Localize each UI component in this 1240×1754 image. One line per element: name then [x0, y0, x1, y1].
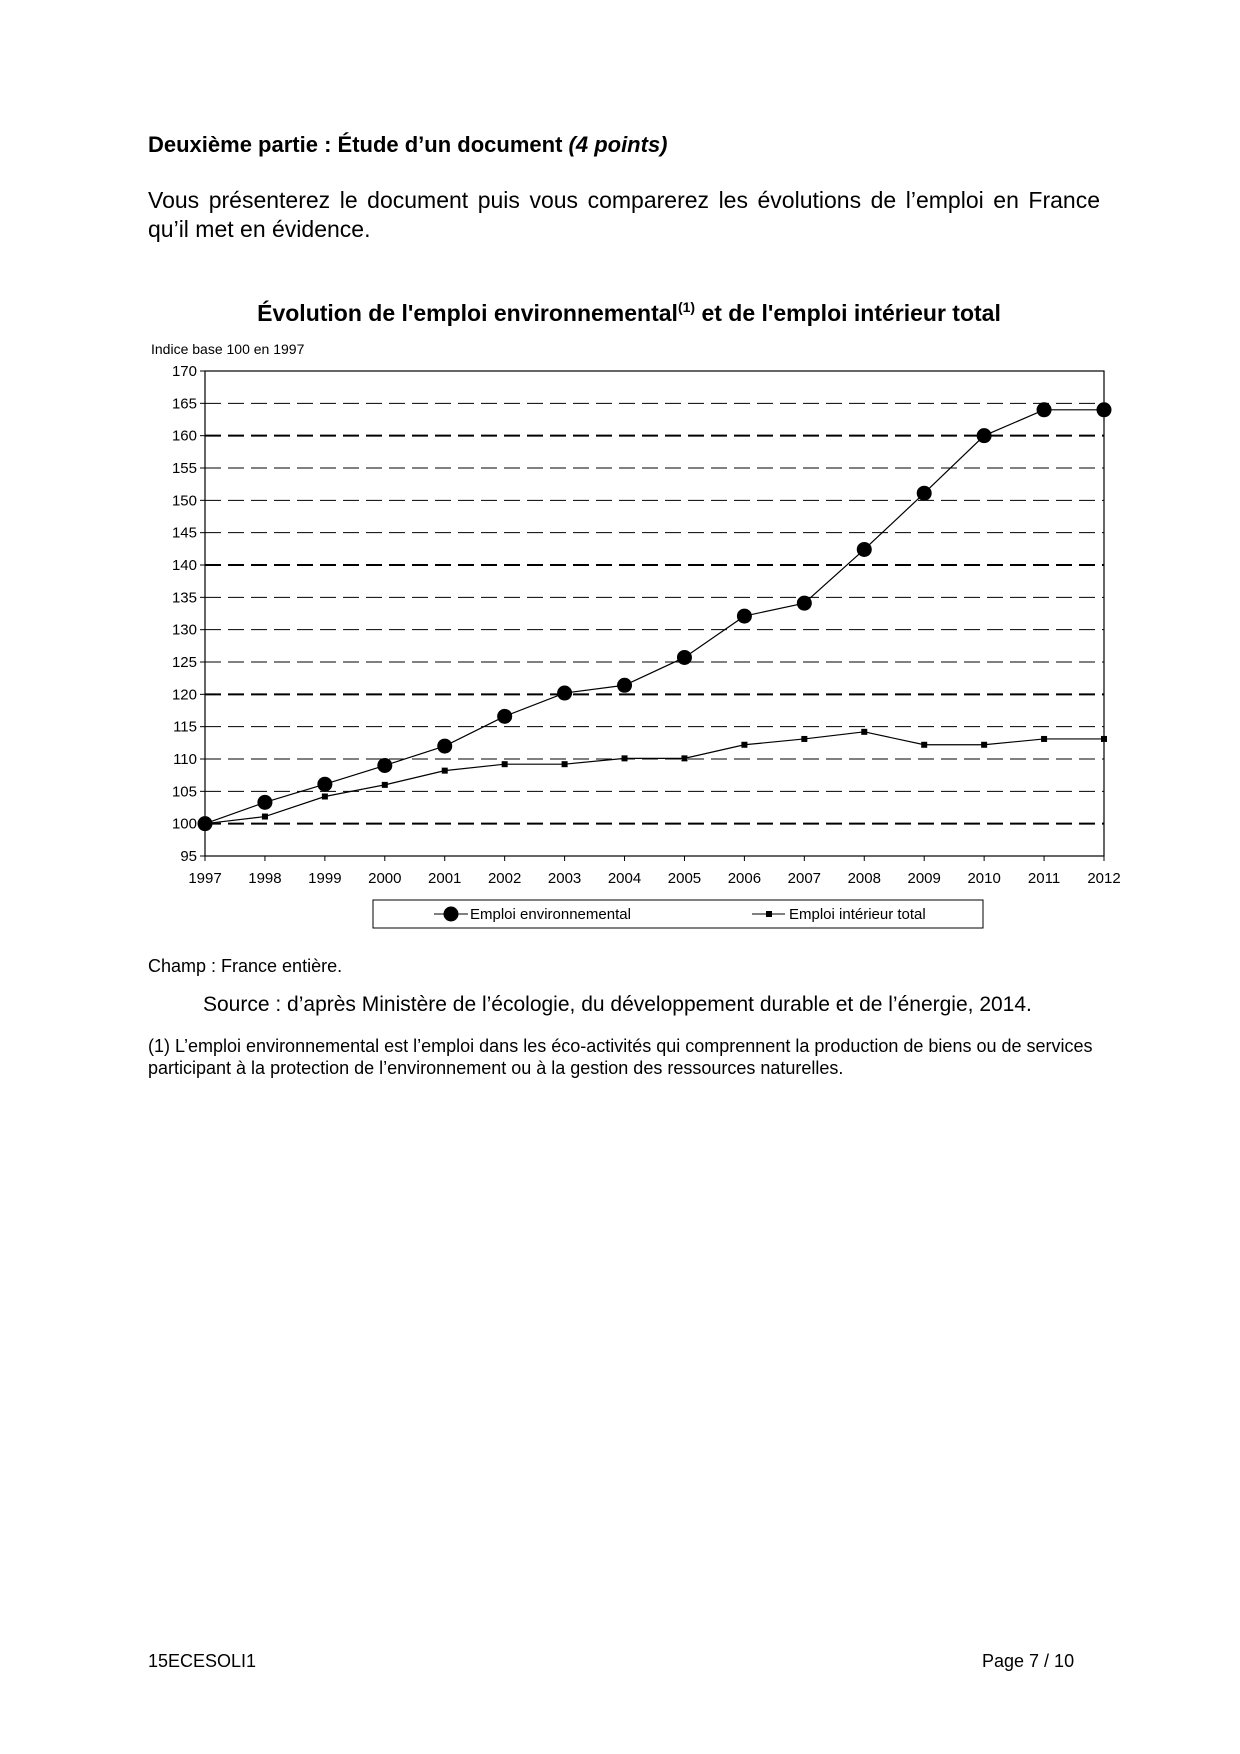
- legend: [373, 900, 983, 928]
- point-environnemental-2004: [617, 678, 632, 693]
- point-interieur-1997: [202, 821, 208, 827]
- employment-chart: [0, 290, 1240, 950]
- point-interieur-2003: [562, 761, 568, 767]
- instructions-text: Vous présenterez le document puis vous comparerez les évolutions de l’emploi en France qu’il met en évidence.: [148, 187, 1100, 242]
- point-interieur-2004: [622, 755, 628, 761]
- x-tick-label-2007: 2007: [787, 870, 822, 887]
- y-tick-label-115: 115: [173, 718, 197, 736]
- y-tick-label-140: 140: [171, 557, 197, 574]
- y-tick-label-165: 165: [171, 395, 197, 413]
- chart-title: [257, 299, 1001, 326]
- series-layer: [198, 402, 1112, 831]
- chart-title-sup: (1): [677, 299, 696, 315]
- point-interieur-2006: [741, 742, 747, 748]
- point-interieur-2005: [681, 755, 687, 761]
- y-tick-label-95: 95: [180, 848, 197, 865]
- point-interieur-2009: [921, 742, 927, 748]
- point-environnemental-2012: [1097, 402, 1112, 417]
- point-environnemental-2001: [437, 739, 452, 754]
- page-number: Page 7 / 10: [982, 1651, 1075, 1671]
- y-tick-label-120: 120: [171, 686, 197, 704]
- point-interieur-2008: [861, 729, 867, 735]
- point-environnemental-1999: [317, 777, 332, 792]
- y-tick-label-170: 170: [171, 363, 197, 380]
- x-tick-label-1998: 1998: [248, 870, 282, 887]
- y-tick-label-145: 145: [171, 524, 197, 542]
- section-title-main: Deuxième partie : Étude d’un document: [148, 132, 569, 157]
- point-environnemental-2011: [1037, 402, 1052, 417]
- y-axis-label: Indice base 100 en 1997: [151, 341, 305, 357]
- point-environnemental-2005: [677, 650, 692, 665]
- y-tick-label-105: 105: [171, 783, 197, 801]
- x-tick-label-2006: 2006: [727, 870, 762, 887]
- x-tick-label-2012: 2012: [1087, 870, 1121, 887]
- y-tick-label-150: 150: [171, 492, 197, 510]
- x-tick-label-2003: 2003: [547, 870, 582, 887]
- point-environnemental-1998: [257, 795, 272, 810]
- point-interieur-2012: [1101, 736, 1107, 742]
- source-note: Source : d’après Ministère de l’écologie, du développement durable et de l’énergie, 2014.: [203, 993, 1032, 1016]
- point-interieur-2000: [382, 782, 388, 788]
- point-interieur-2001: [442, 768, 448, 774]
- x-tick-labels: [188, 856, 1120, 887]
- point-environnemental-2002: [497, 709, 512, 724]
- section-title: [148, 132, 668, 158]
- legend-label-interieur: Emploi intérieur total: [789, 906, 926, 923]
- y-tick-label-155: 155: [171, 460, 197, 477]
- y-tick-label-135: 135: [171, 589, 197, 607]
- chart-title-rest: et de l'emploi intérieur total: [695, 300, 1001, 326]
- series-line-0: [205, 410, 1104, 824]
- chart-title-main: Évolution de l'emploi environnemental: [257, 300, 678, 326]
- point-environnemental-2003: [557, 686, 572, 701]
- plot-area: [205, 371, 1104, 856]
- series-line-1: [205, 732, 1104, 824]
- legend-marker-interieur: [766, 911, 772, 917]
- x-tick-label-1999: 1999: [308, 870, 342, 887]
- point-environnemental-2007: [797, 596, 812, 611]
- point-environnemental-2010: [977, 428, 992, 443]
- x-tick-label-1997: 1997: [188, 870, 222, 887]
- x-tick-label-2005: 2005: [667, 870, 702, 887]
- grid-layer: [205, 403, 1104, 823]
- x-tick-label-2001: 2001: [428, 870, 462, 887]
- y-tick-label-100: 100: [171, 815, 197, 833]
- legend-label-environnemental: Emploi environnemental: [470, 906, 631, 923]
- point-interieur-2010: [981, 742, 987, 748]
- point-interieur-2002: [502, 761, 508, 767]
- point-interieur-1999: [322, 794, 328, 800]
- point-environnemental-2008: [857, 542, 872, 557]
- y-tick-labels: [172, 363, 205, 865]
- x-tick-label-2009: 2009: [907, 870, 941, 887]
- point-environnemental-2000: [377, 758, 392, 773]
- document-code: 15ECESOLI1: [148, 1651, 257, 1671]
- point-interieur-1998: [262, 814, 268, 820]
- point-environnemental-2006: [737, 609, 752, 624]
- y-tick-label-130: 130: [171, 621, 197, 639]
- section-points: (4 points): [568, 132, 668, 157]
- point-interieur-2011: [1041, 736, 1047, 742]
- y-tick-label-125: 125: [171, 654, 197, 671]
- x-tick-label-2008: 2008: [847, 870, 881, 887]
- point-interieur-2007: [801, 736, 807, 742]
- champ-note: Champ : France entière.: [148, 956, 343, 976]
- y-tick-label-160: 160: [171, 427, 197, 445]
- footnote: (1) L’emploi environnemental est l’emploi dans les éco-activités qui comprennent la production de biens ou de services participant à la protection de l’environnement ou à la gestion des ressources naturelles.: [148, 1036, 1093, 1078]
- x-tick-label-2004: 2004: [607, 870, 642, 887]
- x-tick-label-2002: 2002: [487, 870, 522, 887]
- point-environnemental-2009: [917, 486, 932, 501]
- x-tick-label-2011: 2011: [1027, 870, 1061, 887]
- legend-marker-environnemental: [444, 907, 459, 922]
- x-tick-label-2000: 2000: [368, 870, 402, 887]
- x-tick-label-2010: 2010: [967, 870, 1001, 887]
- y-tick-label-110: 110: [173, 751, 197, 768]
